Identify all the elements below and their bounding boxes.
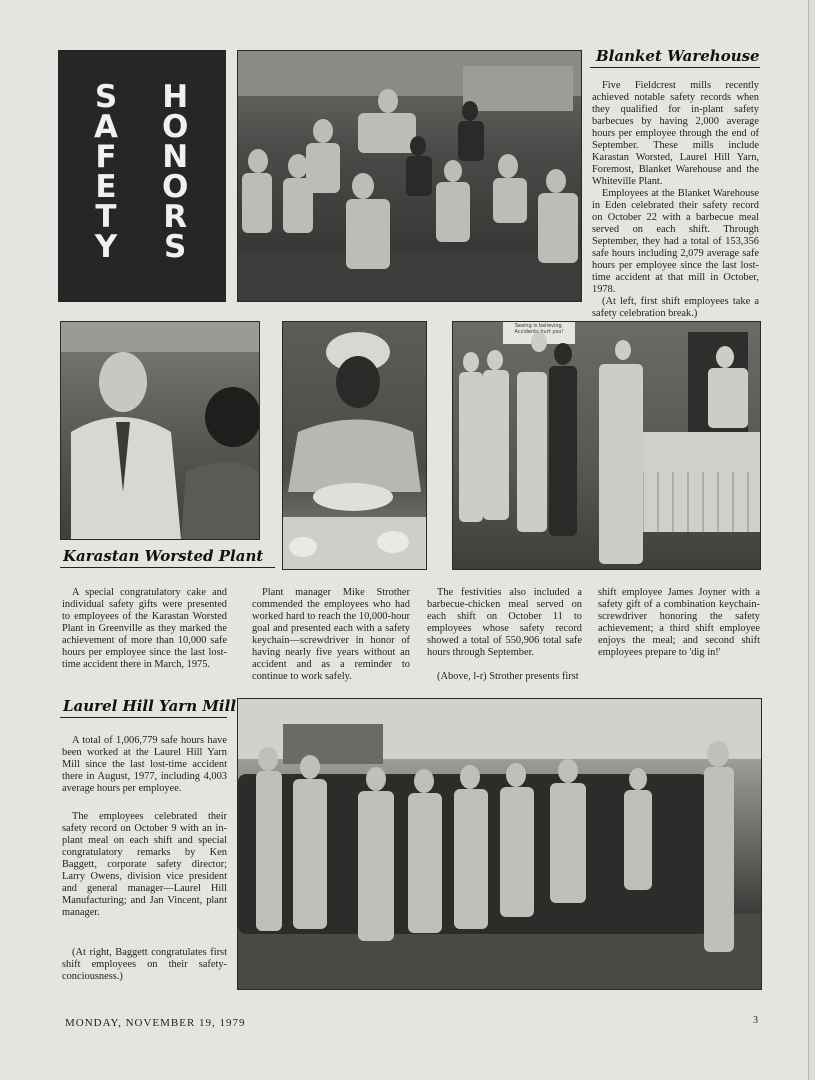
laurel-hill-heading: Laurel Hill Yarn Mill — [63, 697, 237, 715]
article-paragraph: The festivities also included a barbecue-chicken meal served on each shift on October 11 to employees whose safety record showed a total of 550,906 total safe hours through September. — [427, 587, 582, 658]
title-word-safety — [94, 79, 118, 265]
safety-honors-title-block — [58, 50, 226, 302]
title-word-honors — [162, 79, 189, 265]
title-letter: S — [164, 229, 187, 265]
title-letter: E — [95, 169, 117, 205]
blanket-warehouse-photo — [237, 50, 582, 302]
photo-caption: (At left, first shift employees take a safety celebration break.) — [592, 296, 759, 319]
page-number: 3 — [753, 1015, 759, 1026]
blanket-warehouse-article — [592, 80, 759, 320]
title-letter: Y — [94, 229, 118, 265]
article-paragraph: Plant manager Mike Strother commended the employees who had worked hard to reach the 10,000-hour goal and presented each with a safety keychain—screwdriver in honor of having nearly five years without an accident and as a reminder to continue to work safely. — [252, 587, 410, 682]
karastan-article-col3 — [427, 587, 582, 683]
title-letter: H — [162, 79, 189, 115]
title-letter: N — [162, 139, 189, 175]
article-paragraph: A total of 1,006,779 safe hours have been worked at the Laurel Hill Yarn Mill since the last lost-time accident there in August, 1977, including 4,003 average hours per employee. — [62, 735, 227, 794]
safety-slogan-sign: Seeing is believing. Accidents hurt you! — [514, 323, 564, 335]
karastan-article-col4 — [598, 587, 760, 659]
issue-date: MONDAY, NOVEMBER 19, 1979 — [65, 1017, 246, 1029]
laurel-hill-article — [62, 735, 227, 983]
heading-underline — [60, 567, 275, 568]
heading-underline — [60, 717, 227, 718]
karastan-worsted-heading: Karastan Worsted Plant — [63, 547, 264, 565]
title-letter: F — [95, 139, 117, 175]
title-letter: R — [163, 199, 188, 235]
blanket-warehouse-heading: Blanket Warehouse — [596, 47, 760, 65]
photo-caption: (At right, Baggett congratulates first shift employees on their safety-conciousness.) — [62, 947, 227, 982]
article-paragraph: A special congratulatory cake and individual safety gifts were presented to employees of the Karastan Worsted Plant in Greenville as they marked the achievement of more than 10,000 safe hours per employee since the last lost-time accident there in March, 1975. — [62, 587, 227, 670]
karastan-article-col1 — [62, 587, 227, 671]
third-shift-meal-photo — [282, 321, 427, 570]
title-letter: O — [162, 109, 189, 145]
article-paragraph: The employees celebrated their safety record on October 9 with an in-plant meal on each shift and special congratulatory remarks by Ken Baggett, corporate safety director; Larry Owens, division vice president and general manager—Laurel Hill Manufacturing; and Jan Vincent, plant manager. — [62, 811, 227, 918]
laurel-hill-employees-photo — [237, 698, 762, 990]
title-letter: A — [94, 109, 118, 145]
title-letter: O — [162, 169, 189, 205]
title-letter: S — [94, 79, 118, 115]
article-paragraph: Five Fieldcrest mills recently achieved notable safety records when they qualified for in-plant safety barbecues by having 2,000 average hours per employee through the end of September. These mills include Karastan Worsted, Laurel Hill Yarn, Foremost, Blanket Warehouse and the Whiteville Plant. — [592, 80, 759, 187]
second-shift-line-photo — [452, 321, 761, 570]
heading-underline — [590, 67, 760, 68]
photo-caption: (Above, l-r) Strother presents first — [437, 671, 579, 682]
article-paragraph: Employees at the Blanket Warehouse in Eden celebrated their safety record on October 22 with a barbecue meal served on each shift. Through September, they had a total of 153,356 safe hours including 2,079 average safe hours per employee since the last lost-time accident at that mill in October, 1978. — [592, 188, 759, 295]
strother-presents-gift-photo — [60, 321, 260, 540]
title-letter: T — [95, 199, 117, 235]
article-paragraph: shift employee James Joyner with a safety gift of a combination keychain-screwdriver honoring the safety achievement; a third shift employee enjoys the meal; and second shift employees prepare to 'dig in!' — [598, 587, 760, 658]
karastan-article-col2 — [252, 587, 410, 683]
